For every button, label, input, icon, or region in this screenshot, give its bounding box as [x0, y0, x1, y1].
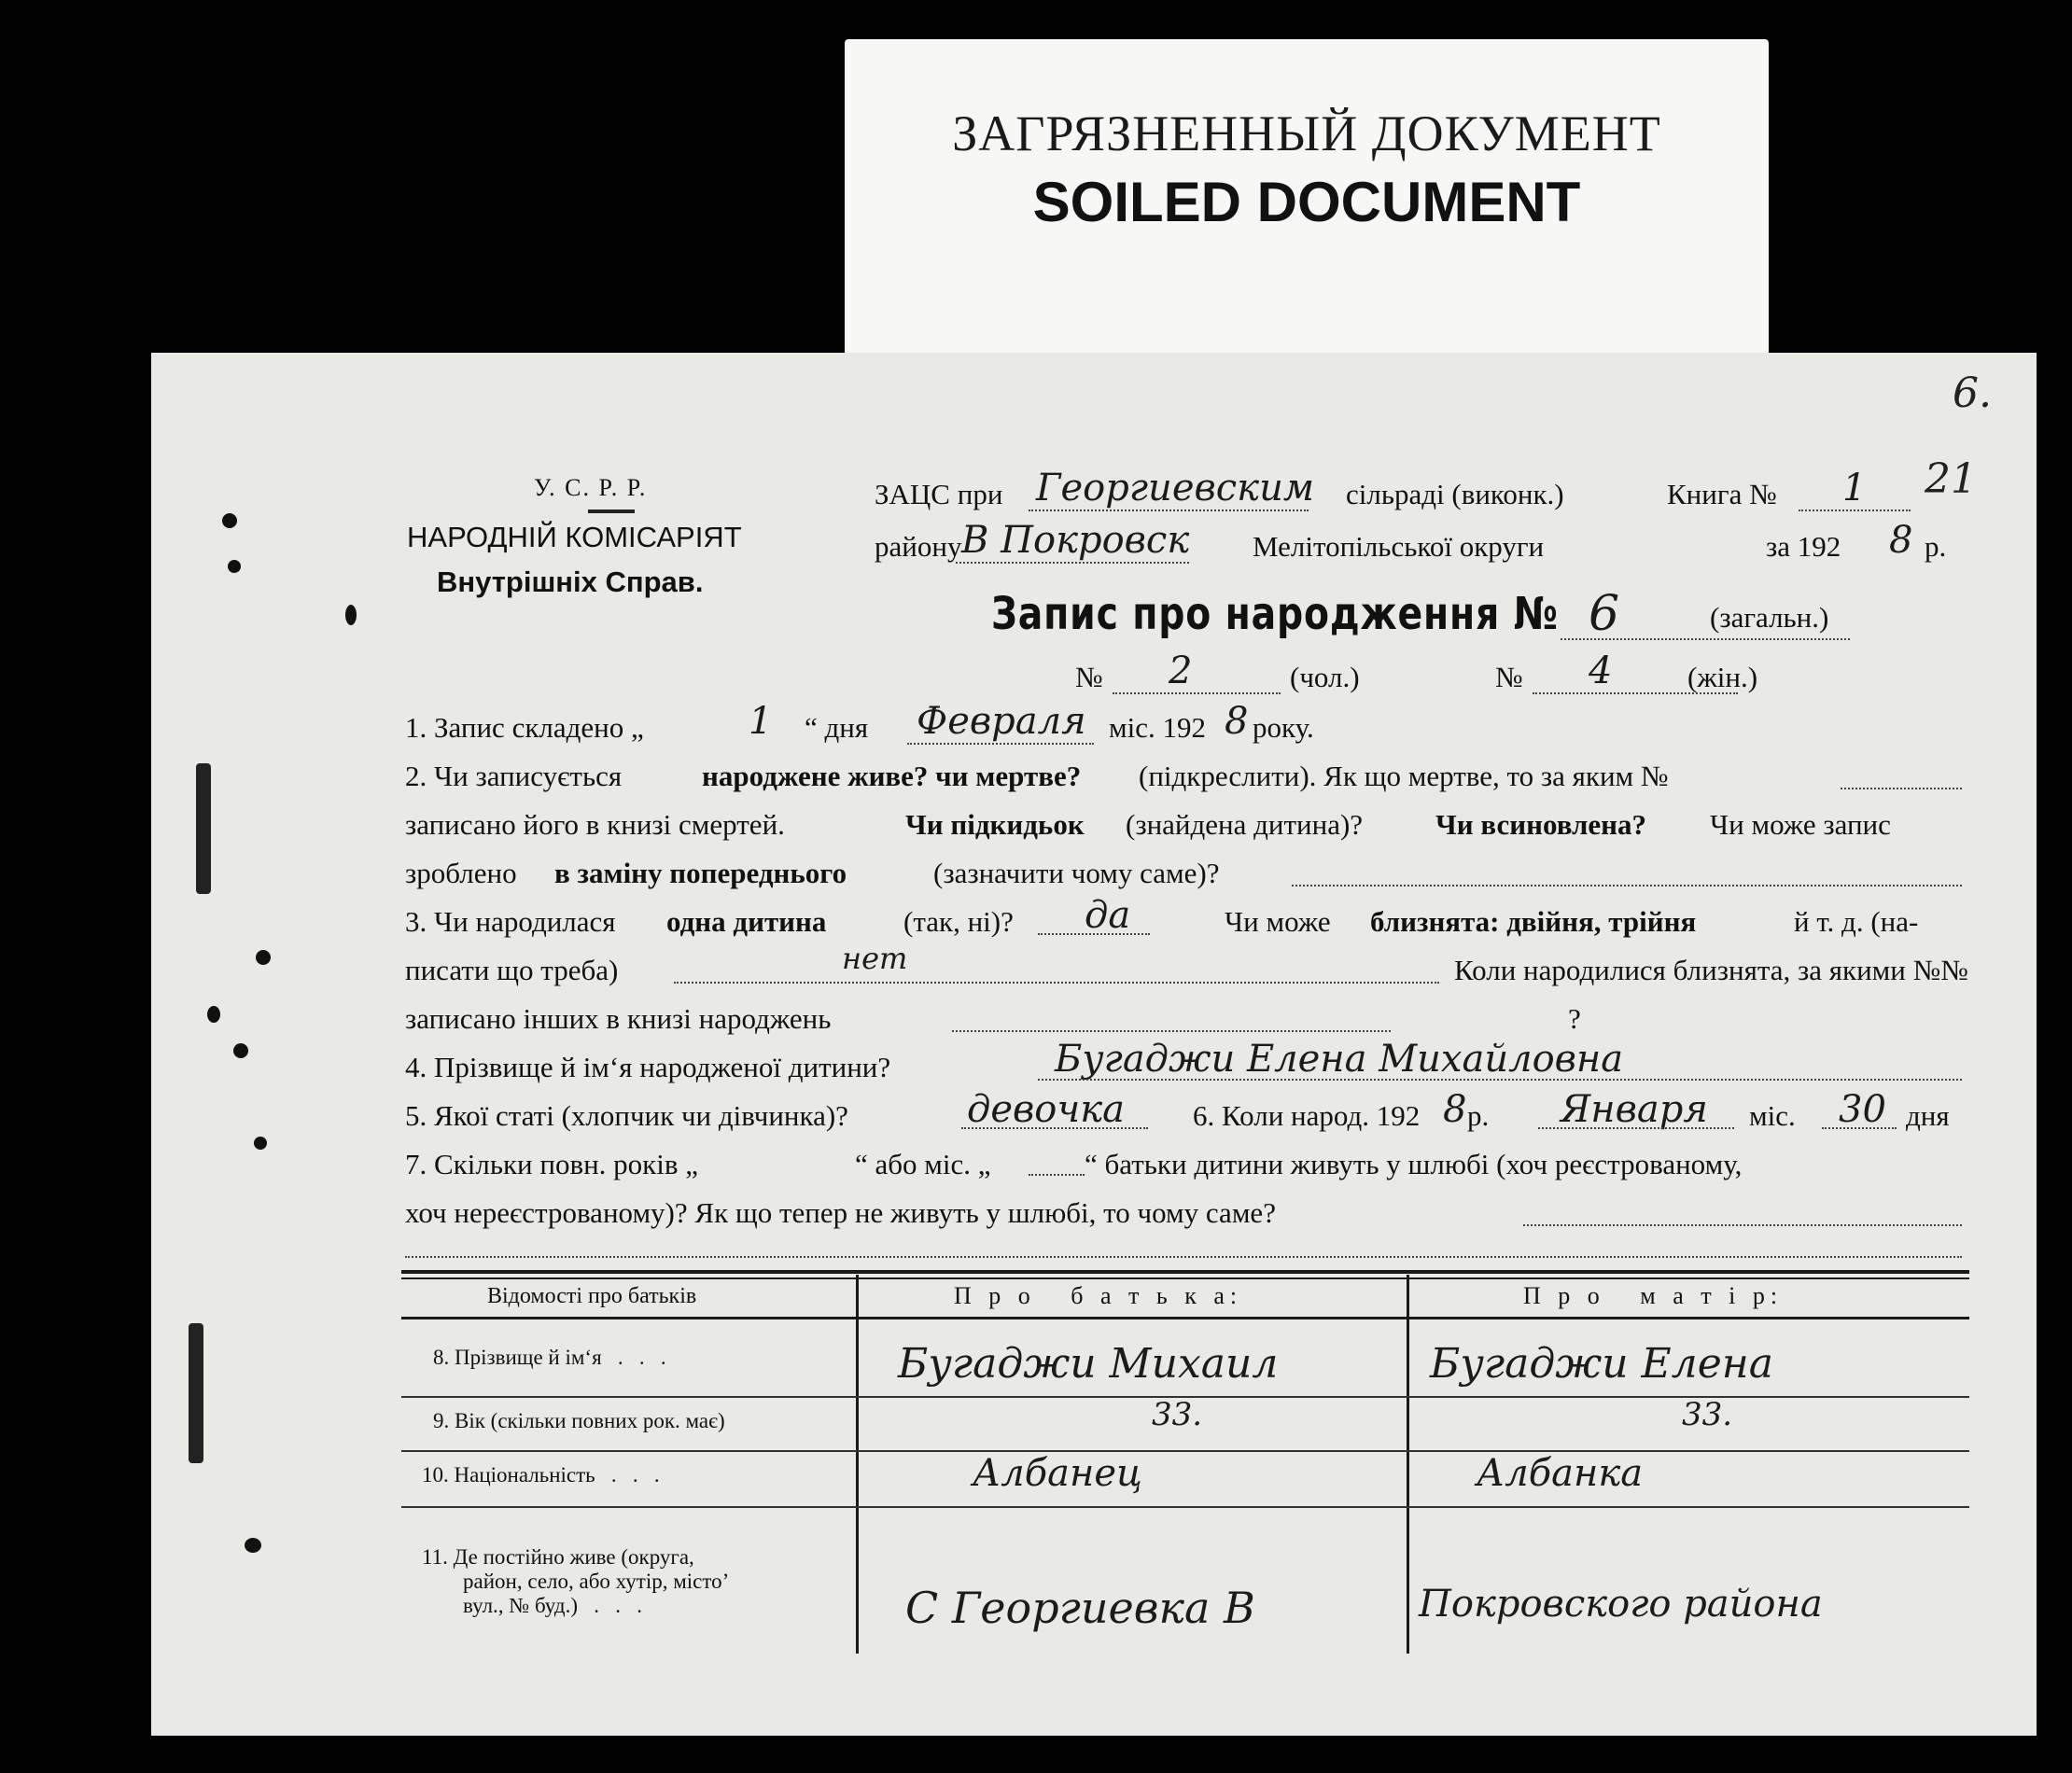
field-6-dnya: дня [1906, 1099, 1950, 1132]
father-name: Бугаджи Михаил [898, 1340, 1279, 1388]
row-label-residence: 11. Де постійно живе (округа, [422, 1545, 694, 1569]
fill-line [1038, 933, 1150, 935]
binding-hole [245, 1538, 261, 1553]
field-6-r: р. [1467, 1099, 1490, 1132]
female-label: (жін.) [1687, 661, 1758, 693]
zags-prefix: ЗАЦС при [875, 478, 1003, 510]
label-russian: ЗАГРЯЗНЕННЫЙ ДОКУМЕНТ [952, 105, 1661, 161]
field-7-text: хоч нереєстрованому)? Як що тепер не живуть у шлюбі, то чому саме? [405, 1196, 1276, 1229]
field-2-text: (зазначити чому саме)? [933, 857, 1220, 889]
field-3-bold: близнята: двійня, трійня [1370, 905, 1697, 938]
district-prefix: району [875, 530, 962, 563]
binding-hole [207, 1006, 220, 1023]
table-header-parents: Відомості про батьків [487, 1284, 697, 1308]
fill-line [956, 562, 1189, 564]
fill-line [1113, 692, 1281, 694]
field-2-bold: Чи підкидьок [905, 808, 1085, 841]
total-label: (загальн.) [1710, 601, 1829, 634]
field-2-text: (підкреслити). Як що мертве, то за яким № [1139, 760, 1669, 792]
table-header-rule [401, 1317, 1969, 1319]
year-suffix: р. [1925, 530, 1947, 563]
record-title: Запис про народження № [991, 588, 1559, 640]
field-1-year-prefix: міс. 192 [1109, 711, 1206, 744]
mother-age: 33. [1682, 1396, 1733, 1433]
fill-line [674, 982, 1439, 984]
field-3-text: (так, ні)? [903, 905, 1014, 938]
field-5-sex: девочка [967, 1088, 1126, 1131]
field-5-label: 5. Якої статі (хлопчик чи дівчинка)? [405, 1099, 848, 1132]
field-3-text: 3. Чи народилася [405, 905, 616, 938]
fill-line [961, 1127, 1148, 1129]
field-3-text: записано інших в книзі народжень [405, 1002, 832, 1035]
father-residence: С Георгиевка В [905, 1583, 1255, 1633]
soiled-document-label [845, 39, 1769, 356]
field-2-text: (знайдена дитина)? [1126, 808, 1364, 841]
year-prefix: за 192 [1766, 530, 1841, 563]
binding-hole [228, 560, 241, 573]
record-number-total: 6 [1589, 586, 1620, 642]
record-number-female: 4 [1589, 649, 1613, 692]
divider [588, 510, 635, 513]
fill-line [1799, 510, 1911, 511]
table-row-rule [401, 1450, 1969, 1452]
staple [196, 763, 211, 894]
mother-name: Бугаджи Елена [1430, 1340, 1773, 1388]
field-3-text: Коли народилися близнята, за якими №№ [1454, 954, 1968, 986]
field-1-suffix: року. [1253, 711, 1314, 744]
male-num-label: № [1075, 661, 1103, 693]
field-1-day: 1 [749, 700, 773, 743]
field-2-bold: народжене живе? чи мертве? [702, 760, 1082, 792]
birth-record-sheet [151, 353, 2037, 1736]
field-2-text: зроблено [405, 857, 517, 889]
row-label-nationality: 10. Національність . . . [422, 1463, 660, 1487]
binding-hole [222, 513, 237, 528]
binding-hole [256, 950, 271, 965]
female-num-label: № [1495, 661, 1523, 693]
field-2-text: записано його в книзі смертей. [405, 808, 785, 841]
field-3-text: ? [1568, 1002, 1581, 1035]
field-2-text: Чи може запис [1710, 808, 1891, 841]
fill-line [1029, 510, 1309, 511]
row-label-residence: вул., № буд.) . . . [463, 1594, 642, 1617]
zags-suffix: сільраді (виконк.) [1346, 478, 1564, 510]
table-row-rule [401, 1506, 1969, 1508]
mother-nationality: Албанка [1477, 1452, 1644, 1495]
fill-line [1841, 788, 1962, 789]
corner-number: 6. [1953, 370, 1992, 417]
binding-hole [254, 1137, 267, 1150]
table-column-divider [856, 1275, 859, 1654]
book-label: Книга № [1667, 478, 1777, 510]
fill-line [405, 1256, 1962, 1258]
row-label-name: 8. Прізвище й ім‘я . . . [433, 1346, 666, 1369]
field-6-month: Января [1561, 1088, 1708, 1131]
male-label: (чол.) [1290, 661, 1360, 693]
fill-line [952, 1030, 1391, 1032]
field-2-bold: Чи всиновлена? [1435, 808, 1647, 841]
field-1-month: Февраля [917, 700, 1086, 743]
table-top-rule [401, 1277, 1969, 1279]
binding-hole [345, 605, 357, 625]
record-number-male: 2 [1169, 649, 1193, 692]
field-4-child-name: Бугаджи Елена Михайловна [1055, 1038, 1624, 1081]
fill-line [1029, 1174, 1085, 1176]
field-7-text: “ або міс. „ [855, 1148, 991, 1180]
field-3-text: Чи може [1225, 905, 1331, 938]
ministry-line: Внутрішніх Справ. [437, 565, 704, 598]
okrug-name: Мелітопільської округи [1253, 530, 1545, 563]
field-3-answer: да [1085, 894, 1131, 937]
field-3-text: писати що треба) [405, 954, 619, 986]
district-handwritten: В Покровск [961, 519, 1190, 562]
label-english: SOILED DOCUMENT [1032, 171, 1581, 233]
field-1-prefix: 1. Запис складено „ [405, 711, 644, 744]
field-6-label: 6. Коли народ. 192 [1193, 1099, 1421, 1132]
row-label-residence: район, село, або хутір, місто’ [463, 1570, 730, 1593]
table-column-divider [1407, 1275, 1409, 1654]
father-age: 33. [1152, 1396, 1203, 1433]
field-3-answer-2: нет [842, 941, 908, 976]
field-1-year-digit: 8 [1225, 700, 1249, 743]
fill-line [1561, 638, 1850, 640]
table-top-rule [401, 1270, 1969, 1274]
republic-abbreviation: У. С. Р. Р. [534, 474, 648, 501]
fill-line [1038, 1079, 1962, 1081]
fill-line [1538, 1127, 1734, 1129]
binding-hole [233, 1043, 248, 1058]
field-7-text: “ батьки дитини живуть у шлюбі (хоч реєстрованому, [1085, 1148, 1743, 1180]
year-digit: 8 [1889, 519, 1913, 562]
field-3-bold: одна дитина [666, 905, 827, 938]
field-6-year-digit: 8 [1443, 1088, 1467, 1131]
table-header-mother: П р о м а т і р: [1523, 1282, 1784, 1309]
field-2-text: 2. Чи записується [405, 760, 623, 792]
field-4-label: 4. Прізвище й ім‘я народженої дитини? [405, 1051, 891, 1083]
fill-line [1822, 1127, 1897, 1129]
row-label-age: 9. Вік (скільки повних рок. має) [433, 1409, 725, 1432]
field-2-bold: в заміну попереднього [554, 857, 847, 889]
fill-line [907, 743, 1094, 745]
zags-village-handwritten: Георгиевским [1036, 467, 1314, 510]
commissariat-line: НАРОДНІЙ КОМІСАРІЯТ [407, 521, 742, 553]
book-number: 1 [1842, 467, 1867, 510]
staple [189, 1323, 203, 1463]
fill-line [1523, 1224, 1962, 1226]
mother-residence: Покровского района [1419, 1583, 1823, 1626]
field-3-text: й т. д. (на- [1794, 905, 1919, 938]
folio-number: 21 [1925, 455, 1977, 503]
field-1-mid: “ дня [805, 711, 869, 744]
field-6-day: 30 [1839, 1088, 1886, 1131]
father-nationality: Албанец [973, 1452, 1142, 1495]
fill-line [1292, 885, 1962, 886]
field-7-text: 7. Скільки повн. років „ [405, 1148, 698, 1180]
table-header-father: П р о б а т ь к а: [954, 1282, 1243, 1309]
field-6-mis: міс. [1749, 1099, 1796, 1132]
